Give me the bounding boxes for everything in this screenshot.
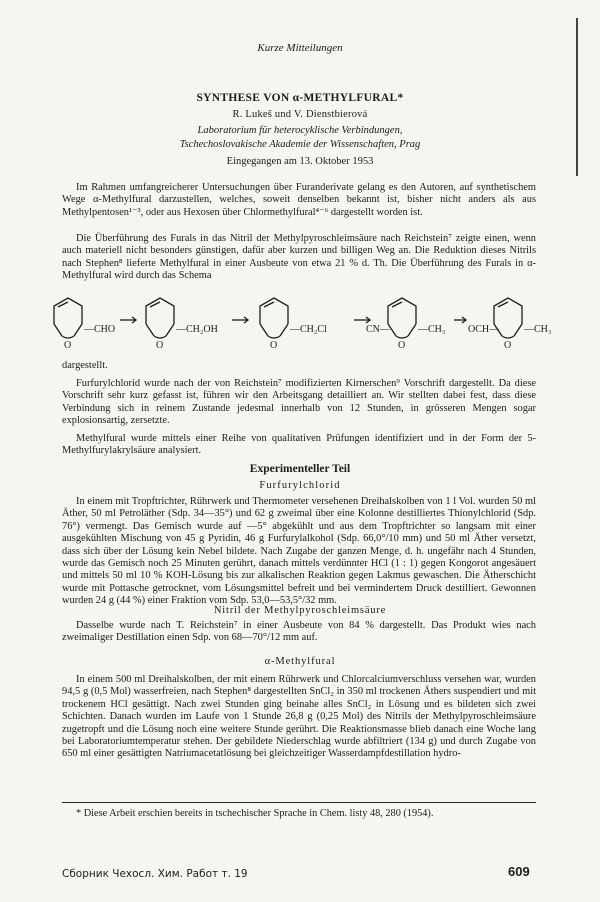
- furan-oxygen-5: O: [504, 340, 512, 351]
- arrow-3: [354, 317, 370, 323]
- furan-ring-1: [54, 298, 82, 338]
- arrow-2: [232, 317, 248, 323]
- paragraph-dargestellt: dargestellt.: [62, 360, 108, 371]
- subheading-furfurylchlorid: Furfurylchlorid: [259, 480, 341, 491]
- scheme-label-ch3-b: —CH₃: [524, 324, 552, 335]
- paragraph-nitril-procedure: Dasselbe wurde nach T. Reichstein⁷ in einer Ausbeute von 84 % dargestellt. Das Produkt wies nach zweimaliger Destillation einen Sdp. von 68—70°/12 mm auf.: [62, 620, 536, 644]
- running-title: Kurze Mitteilungen: [257, 42, 343, 54]
- scheme-label-cn: CN—: [366, 324, 390, 335]
- subheading-nitril: Nitril der Methylpyroschleimsäure: [213, 605, 387, 616]
- received-date: Eingegangen am 13. Oktober 1953: [226, 156, 374, 167]
- footer-journal-name: Сборник Чехосл. Хим. Работ т. 19: [62, 868, 248, 880]
- article-authors: R. Lukeš und V. Dienstbierová: [232, 109, 368, 120]
- subheading-methylfural: α-Methylfural: [264, 656, 336, 667]
- paragraph-method: Die Überführung des Furals in das Nitril der Methylpyroschleimsäure nach Reichstein⁷ zeigte einen, wenn auch materiell nicht besonders günstigen, dafür aber kurzen und billigen Weg an. Die Reduktion dieses Nitrils nach Stephen⁸ lieferte Methylfural in einer Ausbeute von etwa 21 % d. Th. Die Überführung des Furals in α-Methylfural wird durch das Schema: [62, 233, 536, 282]
- furan-oxygen-3: O: [270, 340, 278, 351]
- scheme-label-ch2oh: —CH₂OH: [176, 324, 218, 335]
- scheme-label-cho: —CHO: [84, 324, 116, 335]
- paragraph-intro: Im Rahmen umfangreicherer Untersuchungen über Furanderivate gelang es den Autoren, auf synthetischem Wege α-Methylfural darzustellen, welches, soweit denselben bekannt ist, bisher nicht anders als aus Methylpentosen¹⁻³, oder aus Hexosen über Chlormethylfural⁴⁻⁶ dargestellt worden ist.: [62, 182, 536, 218]
- furan-oxygen-2: O: [156, 340, 164, 351]
- paragraph-furfurylchlorid-procedure: In einem mit Tropftrichter, Rührwerk und Thermometer versehenen Dreihalskolben von 1 l Vol. wurden 50 ml Äther, 50 ml Petroläther (Sdp. 34—35°) und 62 g zweimal über eine Kolonne destilliertes Thionylchlorid (Sdp. 76°) vermengt. Das Gemisch wurde auf —5° abgekühlt und aus dem Tropftrichter so langsam mit einer ausgekühlten Mischung von 45 g Pyridin, 46 g Furfurylalkohol (Sdp. 66,0°/10 mm) und 50 ml Äther versetzt, dass sich über der Lösung kein Nebel bildete. Nach Zugabe der ganzen Menge, d. h. ungefähr nach 4 Stunden, wurde das Gemisch noch 25 Minuten gerührt, danach mittels verdünnter HCl (1 : 1) gegen Kongorot angesäuert und mittels 50 ml 10 % KOH-Lösung bis zur alkalischen Reaktion gegen Lakmus gewaschen. Die Ätherschicht wurde mit Pottasche getrocknet, vom Lösungsmittel befreit und bei vermindertem Druck destilliert. Gewonnen wurden 24 g (44 %) einer Fraktion vom Sdp. 53,0—53,5°/32 mm.: [62, 496, 536, 607]
- arrow-1: [120, 317, 136, 323]
- scheme-label-ch2cl: —CH₂Cl: [290, 324, 327, 335]
- reaction-scheme: [48, 292, 568, 354]
- furan-ring-4: [388, 298, 416, 338]
- footnote: * Diese Arbeit erschien bereits in tschechischer Sprache in Chem. listy 48, 280 (1954).: [76, 808, 434, 819]
- article-title: SYNTHESE VON α-METHYLFURAL*: [196, 92, 404, 104]
- furan-oxygen-4: O: [398, 340, 406, 351]
- section-heading-experimental: Experimenteller Teil: [249, 463, 351, 475]
- paragraph-furfurylchlorid-note: Furfurylchlorid wurde nach der von Reichstein⁷ modifizierten Kirnerschen⁹ Vorschrift dargestellt. Da diese Vorschrift sehr kurz gefasst ist, führen wir den Arbeitsgang detailliert an. Wir stellten dabei fest, dass diese Verbindung sich in reinem Zustande jedesmal innerhalb von 12 Stunden, in grösseren Mengen sogar explosionsartig, zersetzte.: [62, 378, 536, 427]
- page-number: 609: [508, 864, 530, 879]
- affiliation-line-2: Tschechoslovakische Akademie der Wissenschaften, Prag: [179, 139, 421, 150]
- furan-ring-2: [146, 298, 174, 338]
- paragraph-methylfural-procedure: In einem 500 ml Dreihalskolben, der mit einem Rührwerk und Chlorcalciumverschluss versehen war, wurden 94,5 g (0,5 Mol) wasserfreien, nach Stephen⁸ dargestellten SnCl₂ in 350 ml trockenen Äthers suspendiert und mit trockenem HCl gesättigt. Nach zwei Stunden ging beinahe alles SnCl₂ in Lösung und es bildeten sich zwei Schichten. Danach wurden im Laufe von 1 Stunde 26,8 g (0,25 Mol) des Nitrils der Methylpyroschleimsäure zugetropft und die Lösung noch eine weitere Stunde gerührt. Die Reaktionsmasse blieb danach eine Woche lang bei Laboratoriumtemperatur stehen. Der gebildete Niederschlag wurde abfiltriert (134 g) und durch Zugabe von 650 ml einer gesättigten Natriumacetatlösung bei gleichzeitiger Wasserdampfdestillation hydro-: [62, 674, 536, 760]
- arrow-4: [454, 317, 466, 323]
- affiliation-line-1: Laboratorium für heterocyklische Verbindungen,: [197, 125, 403, 136]
- footnote-divider: [62, 802, 536, 803]
- scheme-label-ch3-a: —CH₃: [418, 324, 446, 335]
- paragraph-identification: Methylfural wurde mittels einer Reihe von qualitativen Prüfungen identifiziert und in der Form der 5-Methylfurylakrylsäure analysiert.: [62, 433, 536, 457]
- furan-oxygen-1: O: [64, 340, 72, 351]
- furan-ring-3: [260, 298, 288, 338]
- scheme-label-och: OCH—: [468, 324, 500, 335]
